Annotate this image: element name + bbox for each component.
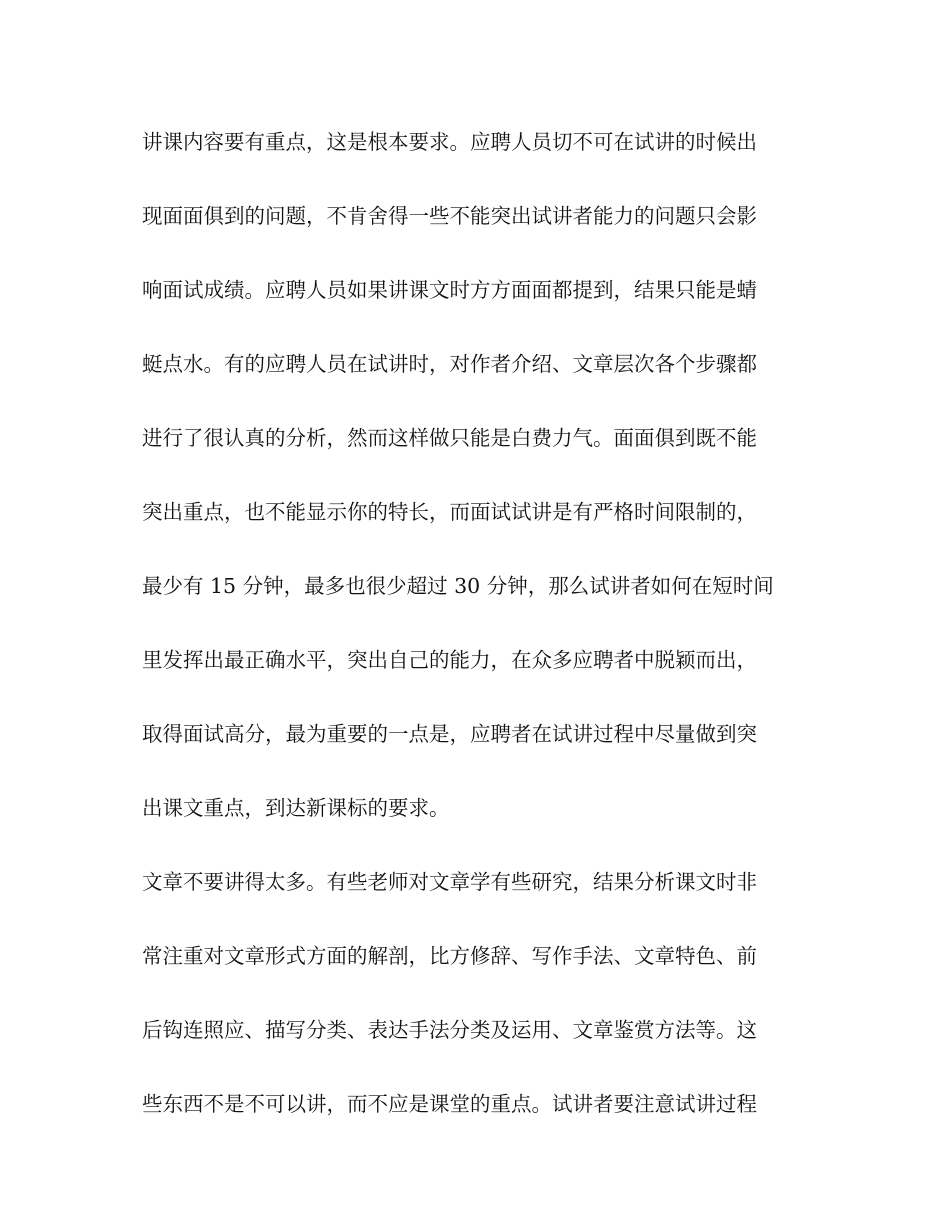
text-line: 取得面试高分，最为重要的一点是，应聘者在试讲过程中尽量做到突 — [142, 722, 757, 746]
text-line: 进行了很认真的分析，然而这样做只能是白费力气。面面俱到既不能 — [142, 426, 757, 450]
text-line: 现面面俱到的问题，不肯舍得一些不能突出试讲者能力的问题只会影 — [142, 204, 757, 228]
text-line: 里发挥出最正确水平，突出自己的能力，在众多应聘者中脱颖而出， — [142, 648, 757, 672]
text-line: 文章不要讲得太多。有些老师对文章学有些研究，结果分析课文时非 — [142, 870, 757, 894]
text-line: 突出重点，也不能显示你的特长，而面试试讲是有严格时间限制的， — [142, 500, 757, 524]
text-line: 最少有 15 分钟，最多也很少超过 30 分钟，那么试讲者如何在短时间 — [142, 574, 774, 598]
text-line: 后钩连照应、描写分类、表达手法分类及运用、文章鉴赏方法等。这 — [142, 1018, 757, 1042]
text-line: 蜓点水。有的应聘人员在试讲时，对作者介绍、文章层次各个步骤都 — [142, 352, 757, 376]
text-line: 讲课内容要有重点，这是根本要求。应聘人员切不可在试讲的时候出 — [142, 130, 757, 154]
text-line: 常注重对文章形式方面的解剖，比方修辞、写作手法、文章特色、前 — [142, 944, 757, 968]
text-line: 出课文重点，到达新课标的要求。 — [142, 796, 450, 820]
text-line: 些东西不是不可以讲，而不应是课堂的重点。试讲者要注意试讲过程 — [142, 1092, 757, 1116]
text-line: 响面试成绩。应聘人员如果讲课文时方方面面都提到，结果只能是蜻 — [142, 278, 757, 302]
